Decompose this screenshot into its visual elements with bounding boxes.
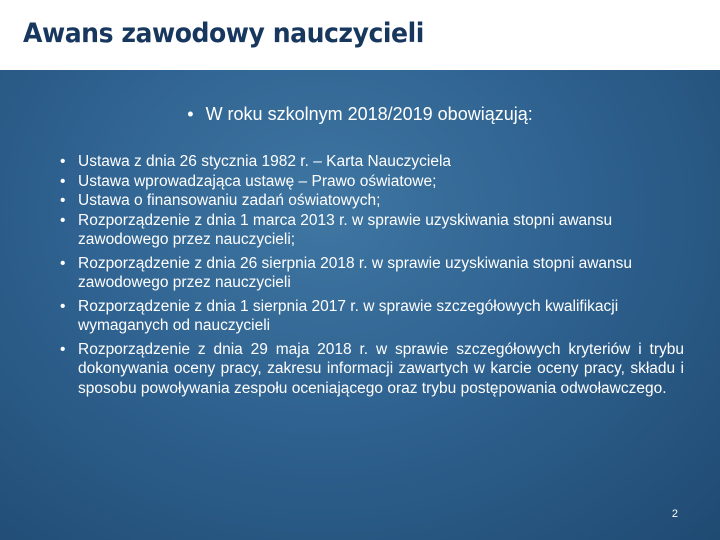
bullet-icon: • [60,172,66,190]
item-text: Rozporządzenie z dnia 1 sierpnia 2017 r. w sprawie szczegółowych kwalifikacji wymaganych od nauczycieli [78,297,619,334]
list-item [60,172,684,192]
regulations-list [60,152,684,402]
slide-title: Awans zawodowy nauczycieli [23,18,424,49]
subtitle-text: W roku szkolnym 2018/2019 obowiązują: [205,104,533,124]
list-item [60,340,684,399]
item-text: Ustawa o finansowaniu zadań oświatowych; [78,192,381,209]
slide-body [0,70,720,540]
bullet-icon: • [60,297,66,315]
item-text: Rozporządzenie z dnia 26 sierpnia 2018 r. w sprawie uzyskiwania stopni awansu zawodowego przez nauczycieli [78,254,633,291]
bullet-icon: • [60,254,66,272]
slide-header [0,0,720,70]
list-item [60,254,684,293]
item-text: Ustawa wprowadzająca ustawę – Prawo oświatowe; [78,172,437,190]
list-item [60,297,684,336]
bullet-icon: • [60,153,66,170]
list-item [60,152,684,172]
slide-subtitle [0,104,720,125]
item-text: Rozporządzenie z dnia 29 maja 2018 r. w sprawie szczegółowych kryteriów i trybu dokonywania oceny pracy, zakresu informacji zawartych w karcie oceny pracy, składu i sposobu powoływania zespołu oceniającego oraz trybu postępowania odwoławczego. [78,340,684,397]
bullet-icon: • [60,211,66,229]
page-number: 2 [671,508,678,520]
list-item [60,211,684,250]
bullet-icon: • [60,192,66,209]
item-text: Rozporządzenie z dnia 1 marca 2013 r. w sprawie uzyskiwania stopni awansu zawodowego przez nauczycieli; [78,211,613,248]
bullet-icon: • [187,104,194,124]
bullet-icon: • [60,340,66,358]
item-text: Ustawa z dnia 26 stycznia 1982 r. – Karta Nauczyciela [78,153,452,170]
list-item [60,191,684,211]
